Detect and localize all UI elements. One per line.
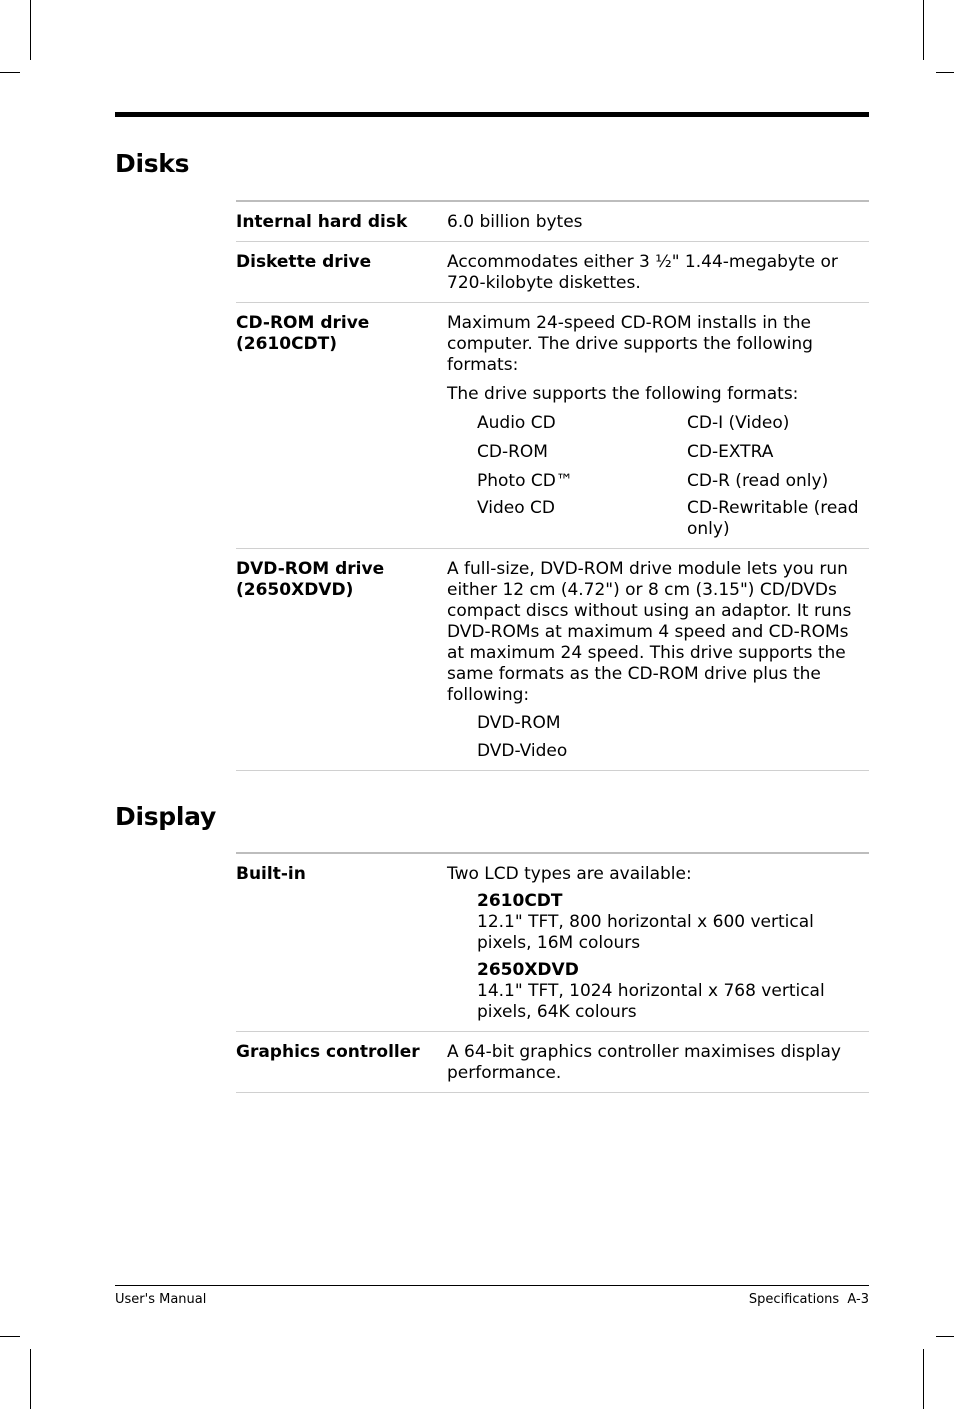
format-item: CD-R (read only) — [687, 471, 829, 491]
spec-label: DVD-ROM drive (2650XDVD) — [236, 559, 385, 600]
lcd-model — [477, 960, 869, 1023]
spec-row-internal-hard-disk — [236, 202, 869, 242]
section-title-disks: Disks — [115, 149, 190, 178]
format-item: Video CD — [477, 498, 555, 518]
spec-row-diskette-drive — [236, 242, 869, 303]
spec-row-dvdrom-drive — [236, 549, 869, 771]
crop-mark — [0, 1336, 20, 1337]
disks-spec-table — [236, 200, 869, 771]
format-row — [477, 498, 869, 540]
format-item: CD-I (Video) — [687, 413, 790, 433]
spec-value — [447, 559, 869, 762]
crop-mark — [30, 1349, 31, 1409]
spec-value — [447, 313, 869, 540]
spec-text: Two LCD types are available: — [447, 864, 692, 884]
lcd-model-name: 2610CDT — [477, 891, 563, 911]
spec-row-cdrom-drive — [236, 303, 869, 549]
spec-text: 6.0 billion bytes — [447, 212, 583, 232]
format-item: Audio CD — [477, 413, 556, 433]
footer-right: Specifications A-3 — [748, 1292, 869, 1307]
spec-row-built-in — [236, 854, 869, 1032]
spec-text: A 64-bit graphics controller maximises display performance. — [447, 1042, 841, 1083]
crop-mark — [923, 1349, 924, 1409]
spec-text: A full-size, DVD-ROM drive module lets you run either 12 cm (4.72") or 8 cm (3.15") CD/DVDs compact discs without using an adaptor. It runs DVD-ROMs at maximum 4 speed and CD-ROMs at maximum 24 speed. This drive supports the same formats as the CD-ROM drive plus the following: — [447, 559, 852, 705]
display-spec-table — [236, 852, 869, 1093]
spec-text: The drive supports the following formats: — [447, 384, 799, 404]
lcd-model-spec: 14.1" TFT, 1024 horizontal x 768 vertical pixels, 64K colours — [477, 981, 825, 1022]
crop-mark — [936, 1336, 954, 1337]
format-item: CD-Rewritable (read only) — [687, 498, 859, 539]
spec-row-graphics-controller — [236, 1032, 869, 1093]
format-item: CD-EXTRA — [687, 442, 774, 462]
spec-value — [447, 1042, 869, 1084]
footer-rule — [115, 1285, 869, 1286]
format-item: Photo CD™ — [477, 471, 573, 491]
format-row — [477, 413, 869, 434]
list-item: DVD-Video — [477, 741, 568, 761]
spec-label: Internal hard disk — [236, 212, 408, 232]
spec-value — [447, 864, 869, 1023]
top-rule — [115, 112, 869, 117]
format-row — [477, 442, 869, 463]
spec-text: Maximum 24-speed CD-ROM installs in the computer. The drive supports the following formats: — [447, 313, 813, 375]
crop-mark — [923, 0, 924, 60]
lcd-model-name: 2650XDVD — [477, 960, 579, 980]
spec-text: Accommodates either 3 ½" 1.44-megabyte or 720-kilobyte diskettes. — [447, 252, 838, 293]
crop-mark — [0, 72, 20, 73]
list-item: DVD-ROM — [477, 713, 561, 733]
section-title-display: Display — [115, 802, 216, 831]
crop-mark — [30, 0, 31, 60]
spec-value — [447, 212, 869, 233]
lcd-model — [477, 891, 869, 954]
footer-left: User's Manual — [115, 1292, 207, 1307]
crop-mark — [936, 72, 954, 73]
spec-label: Diskette drive — [236, 252, 372, 272]
format-row — [477, 471, 869, 492]
lcd-model-spec: 12.1" TFT, 800 horizontal x 600 vertical pixels, 16M colours — [477, 912, 814, 953]
spec-label: CD-ROM drive (2610CDT) — [236, 313, 370, 354]
format-item: CD-ROM — [477, 442, 548, 462]
spec-label: Graphics controller — [236, 1042, 420, 1062]
spec-label: Built-in — [236, 864, 306, 884]
spec-value — [447, 252, 869, 294]
